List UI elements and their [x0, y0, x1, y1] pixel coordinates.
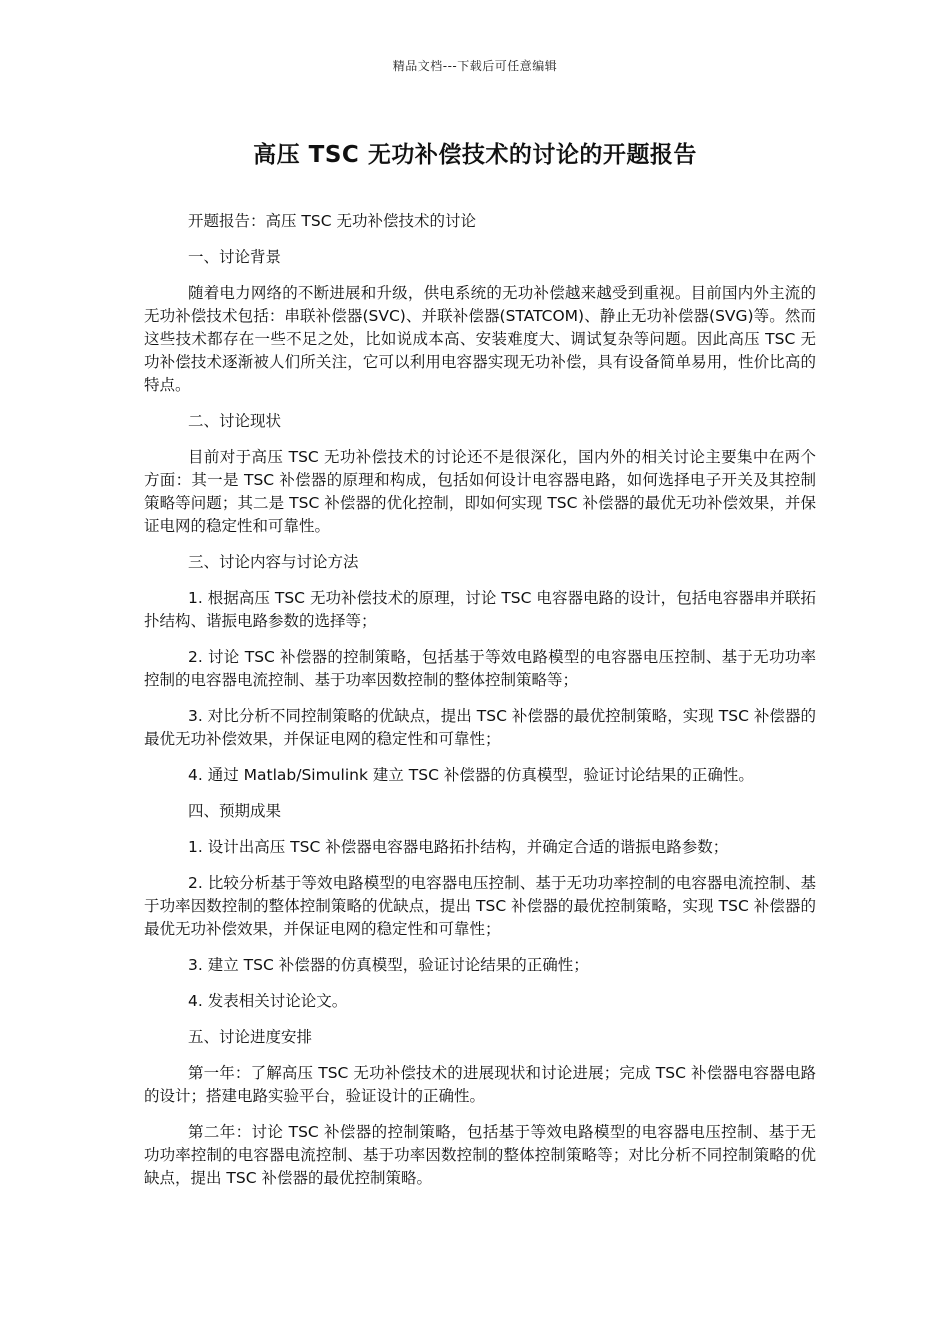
section-heading-background: 一、讨论背景 [188, 248, 282, 266]
paragraph-background: 随着电力网络的不断进展和升级，供电系统的无功补偿越来越受到重视。目前国内外主流的无功补偿技术包括：串联补偿器(SVC)、并联补偿器(STATCOM)、静止无功补偿器(SVG)等。然而这些技术都存在一些不足之处，比如说成本高、安装难度大、调试复杂等问题。因此高压 TSC 无功补偿技术逐渐被人们所关注，它可以利用电容器实现无功补偿，具有设备简单易用，性价比高的特点。 [144, 284, 816, 394]
schedule-year-2: 第二年：讨论 TSC 补偿器的控制策略，包括基于等效电路模型的电容器电压控制、基于无功功率控制的电容器电流控制、基于功率因数控制的整体控制策略等；对比分析不同控制策略的优缺点，提出 TSC 补偿器的最优控制策略。 [144, 1123, 816, 1187]
list-item-method-4: 4. 通过 Matlab/Simulink 建立 TSC 补偿器的仿真模型，验证讨论结果的正确性。 [188, 766, 754, 784]
list-item-outcome-4: 4. 发表相关讨论论文。 [188, 992, 348, 1010]
list-item-method-1: 1. 根据高压 TSC 无功补偿技术的原理，讨论 TSC 电容器电路的设计，包括电容器串并联拓扑结构、谐振电路参数的选择等； [144, 589, 816, 630]
header-note: 精品文档---下载后可任意编辑 [392, 59, 558, 73]
list-item-method-3: 3. 对比分析不同控制策略的优缺点，提出 TSC 补偿器的最优控制策略，实现 TSC 补偿器的最优无功补偿效果，并保证电网的稳定性和可靠性； [144, 707, 816, 748]
section-heading-outcomes: 四、预期成果 [188, 802, 282, 820]
intro-line: 开题报告：高压 TSC 无功补偿技术的讨论 [188, 212, 476, 230]
section-heading-status: 二、讨论现状 [188, 412, 282, 430]
document-body [144, 210, 816, 1203]
paragraph-status: 目前对于高压 TSC 无功补偿技术的讨论还不是很深化，国内外的相关讨论主要集中在两个方面：其一是 TSC 补偿器的原理和构成，包括如何设计电容器电路，如何选择电子开关及其控制策略等问题；其二是 TSC 补偿器的优化控制，即如何实现 TSC 补偿器的最优无功补偿效果，并保证电网的稳定性和可靠性。 [144, 448, 816, 535]
list-item-outcome-2: 2. 比较分析基于等效电路模型的电容器电压控制、基于无功功率控制的电容器电流控制、基于功率因数控制的整体控制策略的优缺点，提出 TSC 补偿器的最优控制策略，实现 TSC 补偿器的最优无功补偿效果，并保证电网的稳定性和可靠性； [144, 874, 816, 938]
schedule-year-1: 第一年：了解高压 TSC 无功补偿技术的进展现状和讨论进展；完成 TSC 补偿器电容器电路的设计；搭建电路实验平台，验证设计的正确性。 [144, 1064, 816, 1105]
section-heading-methods: 三、讨论内容与讨论方法 [188, 553, 359, 571]
document-title: 高压 TSC 无功补偿技术的讨论的开题报告 [253, 142, 697, 168]
section-heading-schedule: 五、讨论进度安排 [188, 1028, 313, 1046]
list-item-method-2: 2. 讨论 TSC 补偿器的控制策略，包括基于等效电路模型的电容器电压控制、基于无功功率控制的电容器电流控制、基于功率因数控制的整体控制策略等； [144, 648, 816, 689]
list-item-outcome-3: 3. 建立 TSC 补偿器的仿真模型，验证讨论结果的正确性； [188, 956, 589, 974]
list-item-outcome-1: 1. 设计出高压 TSC 补偿器电容器电路拓扑结构，并确定合适的谐振电路参数； [188, 838, 729, 856]
